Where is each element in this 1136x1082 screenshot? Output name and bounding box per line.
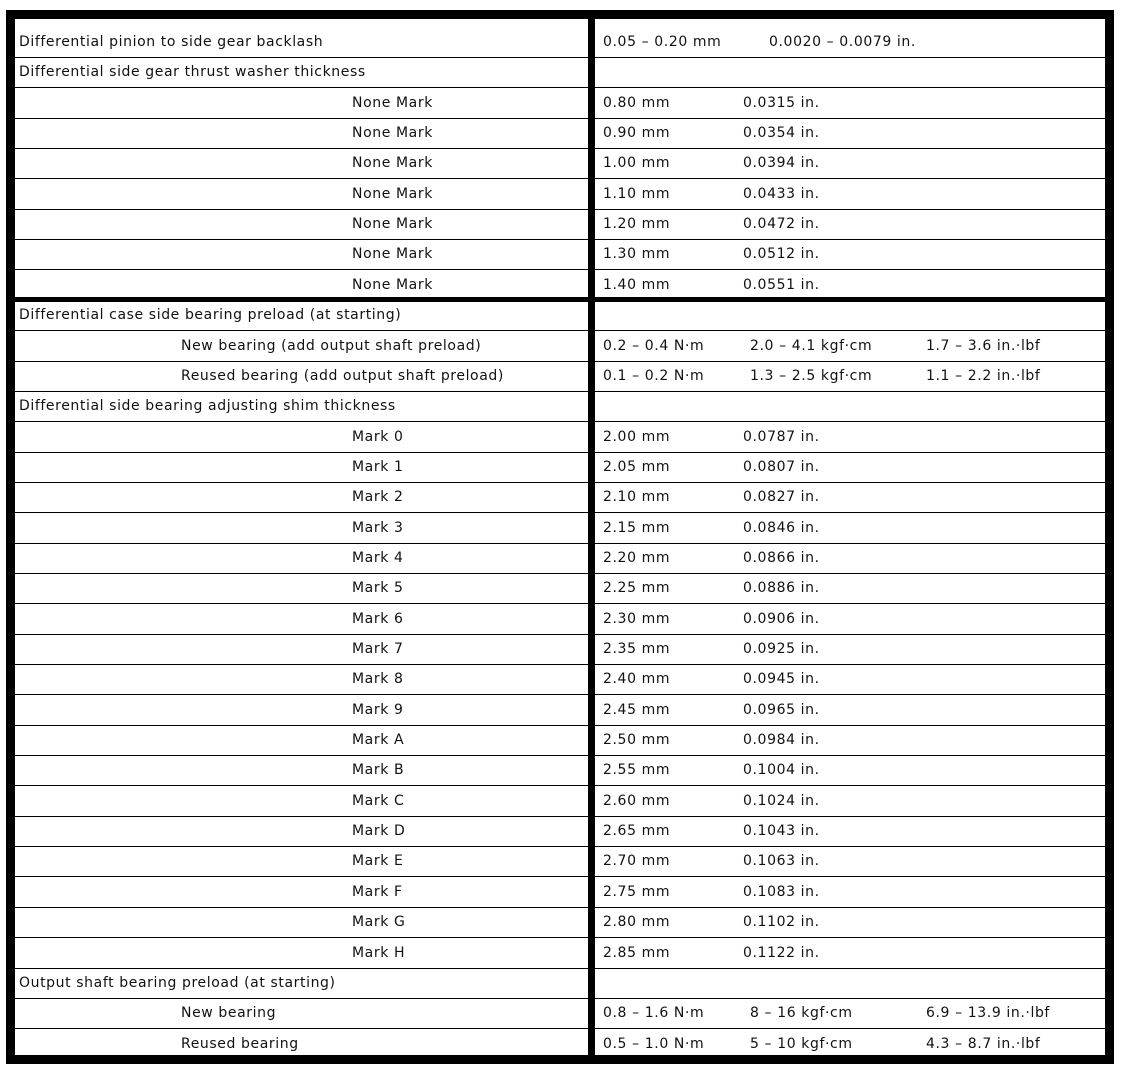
- spec-value: 1.40 mm: [603, 276, 671, 293]
- table-row: [15, 179, 1105, 209]
- spec-value: 0.5 – 1.0 N·m: [603, 1035, 705, 1052]
- spec-value: 0.0945 in.: [743, 671, 820, 688]
- spec-value: 1.1 – 2.2 in.·lbf: [926, 367, 1041, 384]
- spec-value: 2.80 mm: [603, 914, 671, 931]
- row-label: Mark 9: [352, 701, 404, 718]
- spec-value: 0.0472 in.: [743, 216, 820, 233]
- table-row: [15, 239, 1105, 269]
- table-row: [15, 452, 1105, 482]
- spec-value: 2.20 mm: [603, 549, 671, 566]
- spec-value: 0.1 – 0.2 N·m: [603, 367, 705, 384]
- table-row: [15, 148, 1105, 178]
- spec-value: 1.3 – 2.5 kgf·cm: [750, 367, 873, 384]
- row-label: None Mark: [352, 155, 433, 172]
- spec-value: 0.0433 in.: [743, 185, 820, 202]
- spec-value: 1.30 mm: [603, 246, 671, 263]
- spec-value: 0.90 mm: [603, 125, 671, 142]
- spec-value: 0.0906 in.: [743, 610, 820, 627]
- spec-value: 0.0551 in.: [743, 276, 820, 293]
- spec-value: 0.1004 in.: [743, 762, 820, 779]
- table-row: [15, 968, 1105, 998]
- spec-value: 0.80 mm: [603, 94, 671, 111]
- table-row: [15, 361, 1105, 391]
- row-label: None Mark: [352, 125, 433, 142]
- spec-value: 2.25 mm: [603, 580, 671, 597]
- spec-value: 2.75 mm: [603, 883, 671, 900]
- spec-value: 2.40 mm: [603, 671, 671, 688]
- spec-value: 0.0020 – 0.0079 in.: [769, 34, 916, 50]
- row-label: Mark G: [352, 914, 406, 931]
- row-label: Mark 2: [352, 489, 404, 506]
- spec-value: 2.30 mm: [603, 610, 671, 627]
- row-label: Reused bearing (add output shaft preload): [181, 367, 504, 384]
- spec-value: 1.10 mm: [603, 185, 671, 202]
- row-label: Differential pinion to side gear backlash: [19, 34, 324, 50]
- table-row: [15, 300, 1105, 330]
- table-row: [15, 998, 1105, 1028]
- table-row: [15, 513, 1105, 543]
- table-row: [15, 391, 1105, 421]
- row-label: Mark 3: [352, 519, 404, 536]
- row-label: Mark 8: [352, 671, 404, 688]
- table-row: [15, 634, 1105, 664]
- spec-value: 4.3 – 8.7 in.·lbf: [926, 1035, 1041, 1052]
- spec-value: 0.0866 in.: [743, 549, 820, 566]
- spec-value: 0.1063 in.: [743, 853, 820, 870]
- spec-value: 2.70 mm: [603, 853, 671, 870]
- spec-value: 2.65 mm: [603, 823, 671, 840]
- row-label: Mark 6: [352, 610, 404, 627]
- row-label: New bearing: [181, 1005, 277, 1022]
- row-label: Differential side gear thrust washer thickness: [19, 64, 366, 81]
- row-label: None Mark: [352, 216, 433, 233]
- table-row: [15, 907, 1105, 937]
- row-label: None Mark: [352, 94, 433, 111]
- row-label: None Mark: [352, 276, 433, 293]
- table-row: [15, 877, 1105, 907]
- table-row: [15, 755, 1105, 785]
- spec-value: 2.00 mm: [603, 428, 671, 445]
- row-label: Mark 5: [352, 580, 404, 597]
- row-label: Mark B: [352, 762, 405, 779]
- row-label: Mark 7: [352, 641, 404, 657]
- spec-value: 0.0886 in.: [743, 580, 820, 597]
- spec-value: 0.0315 in.: [743, 94, 820, 111]
- row-label: Mark F: [352, 883, 403, 900]
- spec-value: 0.0984 in.: [743, 732, 820, 749]
- table-row: [15, 27, 1105, 57]
- table-row: [15, 118, 1105, 148]
- row-label: Mark 0: [352, 428, 404, 445]
- row-label: Mark 1: [352, 458, 404, 475]
- spec-value: 0.0827 in.: [743, 489, 820, 506]
- row-label: Mark C: [352, 792, 405, 809]
- row-label: Mark A: [352, 732, 405, 749]
- spec-value: 2.60 mm: [603, 792, 671, 809]
- spec-value: 2.15 mm: [603, 519, 671, 536]
- spec-value: 0.1122 in.: [743, 944, 820, 961]
- row-label: Differential case side bearing preload (at starting): [19, 307, 402, 324]
- spec-value: 8 – 16 kgf·cm: [750, 1005, 853, 1022]
- spec-value: 0.0807 in.: [743, 458, 820, 475]
- row-label: Mark 4: [352, 549, 404, 566]
- spec-value: 2.35 mm: [603, 641, 671, 657]
- spec-value: 2.0 – 4.1 kgf·cm: [750, 337, 873, 354]
- row-label: Reused bearing: [181, 1035, 299, 1052]
- table-row: [15, 482, 1105, 512]
- spec-value: 1.7 – 3.6 in.·lbf: [926, 337, 1041, 354]
- spec-value: 0.0394 in.: [743, 155, 820, 172]
- spec-value: 1.00 mm: [603, 155, 671, 172]
- spec-value: 1.20 mm: [603, 216, 671, 233]
- spec-value: 0.0965 in.: [743, 701, 820, 718]
- spec-value: 2.45 mm: [603, 701, 671, 718]
- table-row: [15, 573, 1105, 603]
- spec-value: 0.2 – 0.4 N·m: [603, 337, 705, 354]
- table-row: [15, 816, 1105, 846]
- spec-value: 2.85 mm: [603, 944, 671, 961]
- table-row: [15, 209, 1105, 239]
- spec-value: 0.05 – 0.20 mm: [603, 34, 722, 50]
- table-row: [15, 270, 1105, 300]
- table-row: [15, 938, 1105, 968]
- spec-value: 0.0787 in.: [743, 428, 820, 445]
- spec-value: 2.05 mm: [603, 458, 671, 475]
- spec-value: 2.55 mm: [603, 762, 671, 779]
- row-label: Mark D: [352, 823, 406, 840]
- spec-value: 0.1102 in.: [743, 914, 820, 931]
- table-row: [15, 725, 1105, 755]
- row-label: None Mark: [352, 185, 433, 202]
- section-divider: [15, 297, 1105, 302]
- spec-value: 0.0512 in.: [743, 246, 820, 263]
- row-label: Differential side bearing adjusting shim thickness: [19, 398, 396, 415]
- spec-value: 0.1083 in.: [743, 883, 820, 900]
- row-label: Output shaft bearing preload (at starting): [19, 974, 336, 991]
- spec-value: 0.1043 in.: [743, 823, 820, 840]
- spec-value: 2.10 mm: [603, 489, 671, 506]
- table-row: [15, 88, 1105, 118]
- row-label: Mark E: [352, 853, 404, 870]
- table-row: [15, 786, 1105, 816]
- table-row: [15, 57, 1105, 87]
- table-row: [15, 331, 1105, 361]
- spec-value: 0.0846 in.: [743, 519, 820, 536]
- table-row: [15, 422, 1105, 452]
- table-row: [15, 604, 1105, 634]
- table-row: [15, 695, 1105, 725]
- spec-table: [6, 10, 1114, 1064]
- table-row: [15, 543, 1105, 573]
- table-row: [15, 664, 1105, 694]
- spec-value: 2.50 mm: [603, 732, 671, 749]
- spec-value: 0.0354 in.: [743, 125, 820, 142]
- spec-value: 0.1024 in.: [743, 792, 820, 809]
- spec-value: 5 – 10 kgf·cm: [750, 1035, 853, 1052]
- spec-value: 0.8 – 1.6 N·m: [603, 1005, 705, 1022]
- spec-value: 6.9 – 13.9 in.·lbf: [926, 1005, 1050, 1022]
- row-label: Mark H: [352, 944, 406, 961]
- table-row: [15, 1029, 1105, 1059]
- row-label: New bearing (add output shaft preload): [181, 337, 482, 354]
- row-label: None Mark: [352, 246, 433, 263]
- spec-value: 0.0925 in.: [743, 641, 820, 657]
- table-row: [15, 846, 1105, 876]
